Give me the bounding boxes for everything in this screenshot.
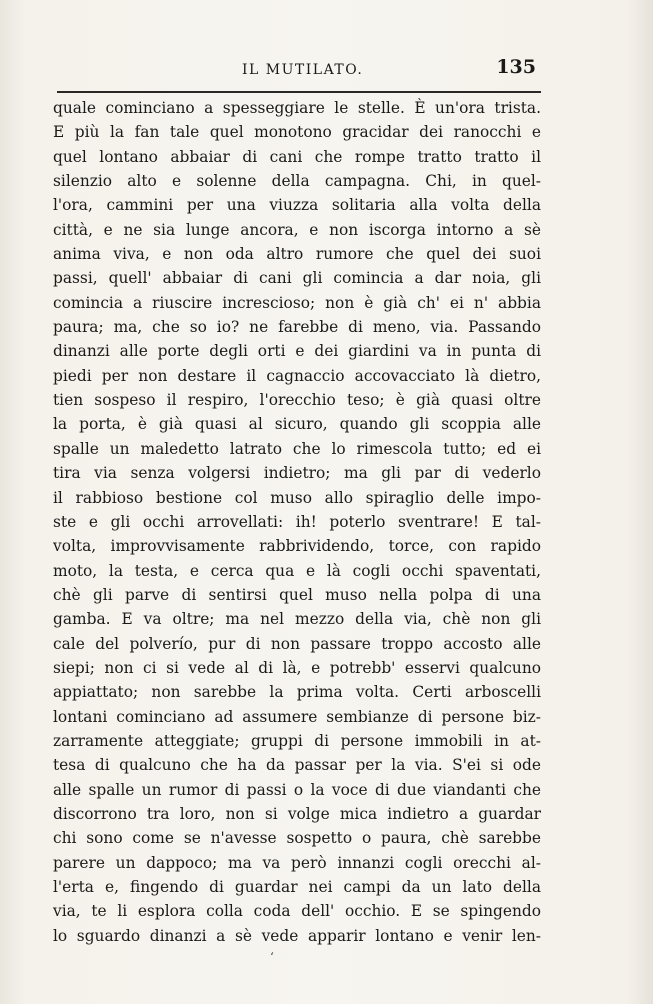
text-line: moto, la testa, e cerca qua e là cogli occhi spaventati, <box>53 561 541 580</box>
header-rule <box>57 91 541 93</box>
text-line: passi, quell' abbaiar di cani gli comincia a dar noia, gli <box>53 269 541 288</box>
text-line: chè gli parve di sentirsi quel muso nella polpa di una <box>53 585 541 604</box>
page-number: 135 <box>496 56 536 78</box>
text-line: siepi; non ci si vede al di là, e potrebb' esservi qualcuno <box>53 658 541 677</box>
text-line: piedi per non destare il cagnaccio accovacciato là dietro, <box>53 366 541 385</box>
text-line: appiattato; non sarebbe la prima volta. Certi arboscelli <box>53 683 541 702</box>
text-line: cale del polverío, pur di non passare troppo accosto alle <box>53 634 541 653</box>
text-line: lo sguardo dinanzi a sè vede apparir lontano e venir len- <box>53 926 541 945</box>
text-line: l'erta e, fingendo di guardar nei campi da un lato della <box>53 878 541 896</box>
text-line: alle spalle un rumor di passi o la voce di due viandanti che <box>53 780 541 799</box>
text-line: anima viva, e non oda altro rumore che quel dei suoi <box>53 245 541 264</box>
text-line: tesa di qualcuno che ha da passar per la via. S'ei si ode <box>53 756 541 775</box>
text-line: tira via senza volgersi indietro; ma gli par di vederlo <box>53 464 541 483</box>
text-line: quel lontano abbaiar di cani che rompe tratto tratto il <box>53 147 541 166</box>
running-title: IL MUTILATO. <box>242 62 364 78</box>
body-text <box>53 96 541 948</box>
text-line: via, te li esplora colla coda dell' occhio. E se spingendo <box>53 902 541 921</box>
text-line: lontani cominciano ad assumere sembianze di persone biz- <box>53 707 541 726</box>
text-line: comincia a riuscire increscioso; non è già ch' ei n' abbia <box>53 293 541 312</box>
text-line: paura; ma, che so io? ne farebbe di meno, via. Passando <box>53 318 541 337</box>
footer-mark: ‘ <box>270 950 274 964</box>
text-line: l'ora, cammini per una viuzza solitaria alla volta della <box>53 196 541 215</box>
text-line: parere un dappoco; ma va però innanzi cogli orecchi al- <box>53 853 541 872</box>
page-header <box>52 56 544 86</box>
text-line: chi sono come se n'avesse sospetto o paura, chè sarebbe <box>53 829 541 848</box>
text-line: ste e gli occhi arrovellati: ih! poterlo sventrare! E tal- <box>53 512 541 531</box>
text-line: il rabbioso bestione col muso allo spiraglio delle impo- <box>53 488 541 507</box>
text-line: volta, improvvisamente rabbrividendo, torce, con rapido <box>53 537 541 556</box>
text-line: quale cominciano a spesseggiare le stelle. È un'ora trista. <box>53 99 541 117</box>
text-line: tien sospeso il respiro, l'orecchio teso; è già quasi oltre <box>53 391 541 410</box>
text-line: città, e ne sia lunge ancora, e non iscorga intorno a sè <box>53 220 541 239</box>
text-line: gamba. E va oltre; ma nel mezzo della via, chè non gli <box>53 610 541 629</box>
text-line: zarramente atteggiate; gruppi di persone immobili in at- <box>53 731 541 750</box>
text-line: discorrono tra loro, non si volge mica indietro a guardar <box>53 804 541 823</box>
text-line: dinanzi alle porte degli orti e dei giardini va in punta di <box>53 342 541 361</box>
text-line: spalle un maledetto latrato che lo rimescola tutto; ed ei <box>53 439 541 458</box>
text-line: silenzio alto e solenne della campagna. Chi, in quel- <box>53 172 541 191</box>
text-line: la porta, è già quasi al sicuro, quando gli scoppia alle <box>53 415 541 434</box>
text-line: E più la fan tale quel monotono gracidar dei ranocchi e <box>53 123 541 142</box>
